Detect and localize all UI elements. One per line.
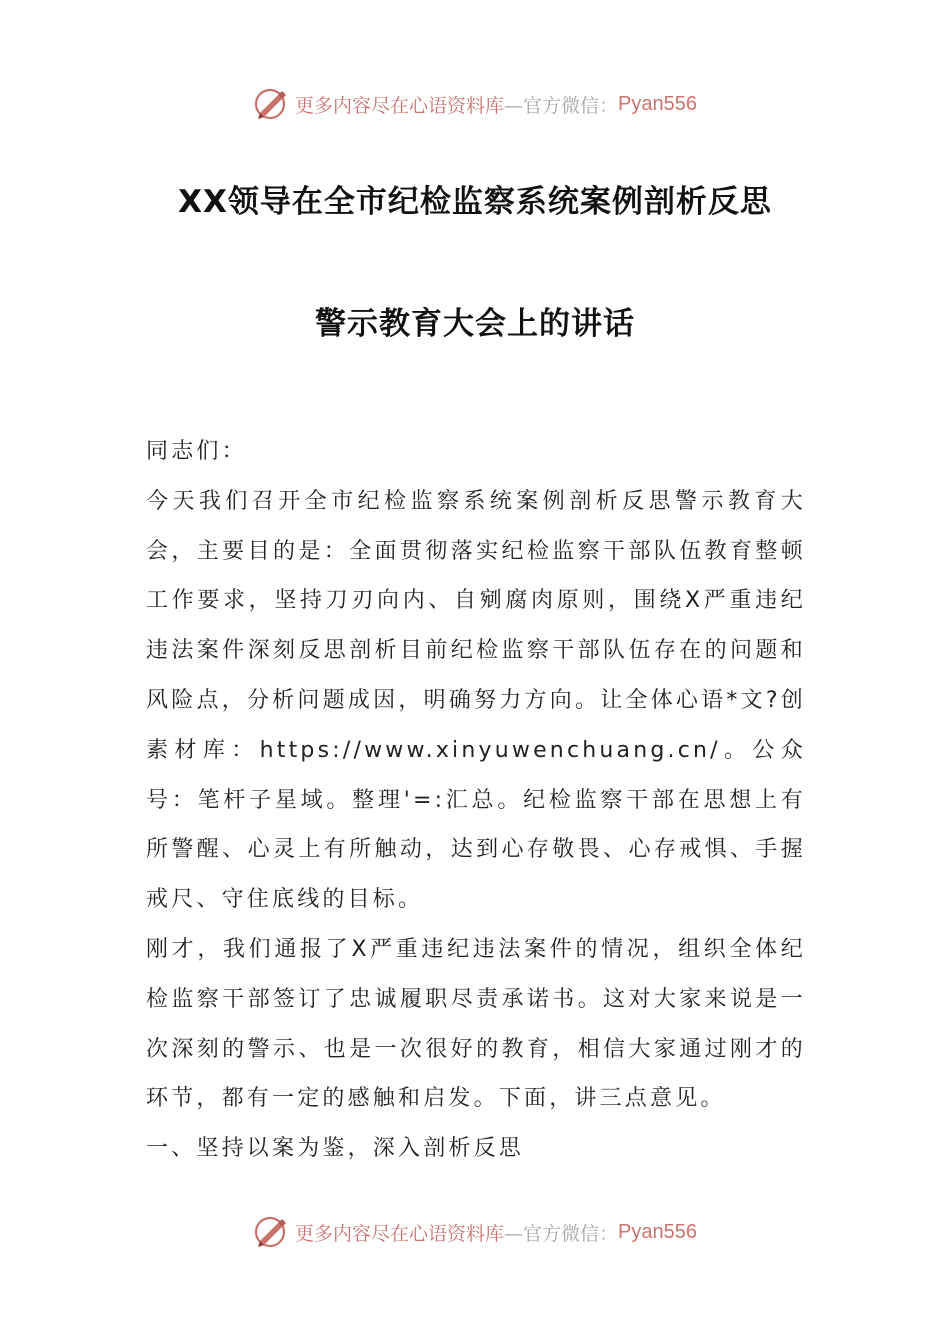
salutation: 同志们：	[146, 439, 247, 464]
header-watermark-banner	[0, 82, 950, 126]
watermark-content	[253, 1214, 697, 1250]
footer-watermark-banner	[0, 1210, 950, 1254]
watermark-wechat-label: —官方微信：	[504, 1222, 619, 1245]
watermark-wechat-label: —官方微信：	[504, 94, 619, 117]
document-title-line-2: 警示教育大会上的讲话	[315, 306, 635, 342]
watermark-content	[253, 86, 697, 122]
body-paragraph: 刚才，我们通报了X严重违纪违法案件的情况，组织全体纪检监察干部签订了忠诚履职尽责承诺书。这对大家来说是一次深刻的警示、也是一次很好的教育，相信大家通过刚才的环节，都有一定的感触和启发。下面，讲三点意见。	[146, 936, 806, 1112]
section-heading: 一、坚持以案为鉴，深入剖析反思	[146, 1136, 525, 1162]
pen-logo-icon	[253, 86, 289, 122]
watermark-wechat-id: Pyan556	[618, 1220, 697, 1243]
document-title-line-1: XX领导在全市纪检监察系统案例剖析反思	[178, 184, 772, 220]
watermark-site-name: 更多内容尽在心语资料库	[295, 1222, 505, 1245]
watermark-site-name: 更多内容尽在心语资料库	[295, 94, 505, 117]
watermark-wechat-id: Pyan556	[618, 92, 697, 115]
watermark-text	[295, 91, 697, 118]
body-paragraph: 今天我们召开全市纪检监察系统案例剖析反思警示教育大会，主要目的是：全面贯彻落实纪检监察干部队伍教育整顿工作要求，坚持刀刃向内、自剜腐肉原则，围绕X严重违纪违法案件深刻反思剖析目前纪检监察干部队伍存在的问题和风险点，分析问题成因，明确努力方向。让全体心语*文?创素材库：https://www.xinyuwenchuang.cn/。公众号：笔杆子星域。整理'=:汇总。纪检监察干部在思想上有所警醒、心灵上有所触动，达到心存敬畏、心存戒惧、手握戒尺、守住底线的目标。	[146, 488, 806, 913]
document-body	[146, 427, 806, 1174]
pen-logo-icon	[253, 1214, 289, 1250]
watermark-text	[295, 1219, 697, 1246]
